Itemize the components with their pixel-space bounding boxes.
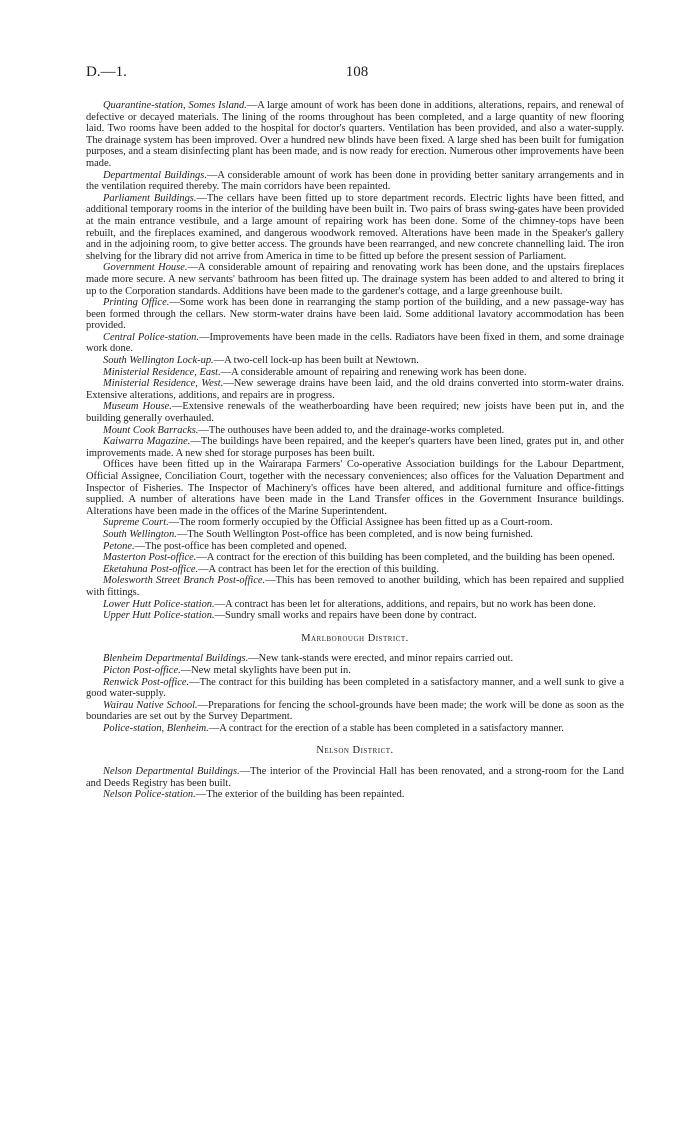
paragraph-heading: Nelson Police-station. [103,789,196,801]
report-paragraph [86,665,624,677]
paragraph-text: —A considerable amount of repairing and renovating work has been done, and the upstairs fireplaces made more secure. A new servants' bathroom has been fitted up. The drainage system has been added to and altered to bring it up to the Corporation standards. Additions have been made to the gardener's cottage, and a large greenhouse built. [86,262,625,297]
paragraph-heading: Nelson Departmental Buildings. [103,766,240,778]
paragraph-heading: Petone. [103,540,135,552]
report-paragraph [86,677,624,700]
paragraph-text: —This has been removed to another building, which has been repaired and supplied with fittings. [86,575,624,598]
paragraph-text: —A two-cell lock-up has been built at Newtown. [213,355,419,367]
report-paragraph [86,436,624,459]
report-paragraph [86,564,624,576]
paragraph-heading: South Wellington Lock-up. [103,355,214,367]
paragraph-heading: Kaiwarra Magazine. [103,436,191,448]
paragraph-text: —The contract for this building has been completed in a satisfactory manner, and a well sunk to give a good water-supply. [86,676,624,700]
paragraph-text: —A contract has been let for the erection of this building. [198,563,439,575]
report-paragraph [86,170,624,193]
paragraph-text: Offices have been fitted up in the Wairarapa Farmers' Co-operative Association buildings for the Labour Department, Official Assignee, Conciliation Court, together with the necessary conveniences; also offices for the Valuation Department and Inspector of Fisheries. The Inspector of Machinery's offices have been altered, and additional furniture and office-fittings supplied. A number of alterations have been made in the Land Transfer offices in the Government Insurance buildings. Alterations have been made in the offices of the Marine Superintendent. [86,459,624,517]
district-heading: Nelson District. [316,745,394,757]
paragraph-text: —The post-office has been completed and opened. [134,540,347,552]
report-paragraph [86,401,624,424]
paragraph-heading: Picton Post-office. [103,664,181,676]
paragraph-text: —New sewerage drains have been laid, and the old drains converted into storm-water drains. Extensive alterations, additions, and repairs are in progress. [86,378,624,401]
report-paragraph [86,599,624,611]
paragraph-text: —A contract for the erection of this building has been completed, and the building has been opened. [196,552,615,564]
paragraph-heading: Supreme Court. [103,517,169,529]
report-paragraph [86,355,624,367]
page-number: 108 [345,64,369,80]
report-paragraph [86,297,624,332]
report-paragraph [86,653,624,665]
report-paragraph [86,332,624,355]
report-paragraph [86,789,624,801]
report-paragraph [86,723,624,735]
document-reference: D.—1. [86,64,127,80]
paragraph-heading: Departmental Buildings. [103,169,207,181]
paragraph-heading: Central Police-station. [103,331,200,343]
report-paragraph [86,425,624,437]
report-paragraph [86,766,624,789]
paragraph-text: —Extensive renewals of the weatherboarding have been required; new joists have been put in, and the building generally overhauled. [86,401,624,425]
paragraph-text: —New tank-stands were erected, and minor repairs carried out. [248,653,514,665]
paragraph-heading: Museum House. [103,401,172,413]
paragraph-text: —The cellars have been fitted up to store department records. Electric lights have been fitted, and additional temporary rooms in the interior of the building have been built in. Two pairs of brass swing-gates have been provided at the main entrance vestibule, and a large amount of repairing work has been done. Some of the chimney-tops have been rebuilt, and the fireplaces examined, and dangerous woodwork removed. Alterations have been made in the Speaker's gallery and in the adjoining room, to give better access. The grounds have been rearranged, and new concrete channelling laid. The iron shelving for the library did not arrive from America in time to be fitted up before the present session of Parliament. [86,192,624,262]
paragraph-heading: Police-station, Blenheim. [103,722,209,734]
paragraph-text: —Some work has been done in rearranging the stamp portion of the building, and a new passage-way has been formed through the cellars. New storm-water drains have been laid. Some additional lavatory accommodation has been provided. [86,297,624,332]
paragraph-heading: South Wellington. [103,528,177,540]
paragraph-text: —The interior of the Provincial Hall has been renovated, and a strong-room for the Land and Deeds Registry has been built. [86,766,625,789]
report-paragraph [86,262,624,297]
paragraph-text: —A contract for the erection of a stable has been completed in a satisfactory manner. [208,722,564,734]
paragraph-text: —The exterior of the building has been repainted. [195,789,405,801]
paragraph-heading: Lower Hutt Police-station. [103,598,215,610]
paragraph-text: —A contract has been let for alterations, additions, and repairs, but no work has been done. [214,598,596,610]
paragraph-heading: Mount Cook Barracks. [103,424,199,436]
paragraph-heading: Government House. [103,262,188,274]
paragraph-text: —Preparations for fencing the school-grounds have been made; the work will be done as soon as the boundaries are set out by the Survey Department. [86,699,624,723]
paragraph-text: —The room formerly occupied by the Official Assignee has been fitted up as a Court-room. [168,517,553,529]
report-body [86,100,624,801]
paragraph-text: —The South Wellington Post-office has been completed, and is now being furnished. [176,528,534,540]
paragraph-heading: Printing Office. [103,297,170,309]
report-paragraph [86,610,624,622]
paragraph-heading: Blenheim Departmental Buildings. [103,653,249,665]
paragraph-heading: Ministerial Residence, West. [103,378,224,390]
report-paragraph [86,541,624,553]
paragraph-heading: Masterton Post-office. [103,552,197,564]
report-paragraph [86,459,624,517]
report-paragraph [86,100,624,170]
paragraph-text: —The outhouses have been added to, and the drainage-works completed. [198,424,505,436]
paragraph-text: —Sundry small works and repairs have been done by contract. [214,610,477,622]
paragraph-heading: Quarantine-station, Somes Island. [103,100,247,111]
report-paragraph [86,552,624,564]
paragraph-heading: Ministerial Residence, East. [103,366,221,378]
paragraph-text: —The buildings have been repaired, and the keeper's quarters have been lined, grates put in, and other improvements made. A new shed for storage purposes has been built. [86,436,624,459]
paragraph-text: —A large amount of work has been done in additions, alterations, repairs, and renewal of defective or decayed materials. The lining of the rooms throughout has been completed, and a large quantity of new flooring laid. Two rooms have been added to the hospital for doctor's quarters. Ventilation has been provided, and also a water-supply. The drainage system has been improved. Over a hundred new blinds have been fixed. A large shed has been built for fumigation purposes, and a steam disinfecting plant has been made, and is now ready for erection. Numerous other improvements have been made. [86,100,624,169]
paragraph-text: —A considerable amount of work has been done in providing better sanitary arrangements and in the ventilation required thereby. The main corridors have been repainted. [86,169,624,193]
paragraph-text: —A considerable amount of repairing and renewing work has been done. [220,366,527,378]
paragraph-text: —New metal skylights have been put in. [180,664,351,676]
paragraph-heading: Molesworth Street Branch Post-office. [103,575,266,587]
paragraph-heading: Renwick Post-office. [103,676,190,688]
page-header [86,64,628,86]
report-paragraph [86,378,624,401]
report-paragraph [86,575,624,598]
report-paragraph [86,529,624,541]
report-paragraph [86,193,624,263]
report-paragraph [86,367,624,379]
paragraph-text: —Improvements have been made in the cells. Radiators have been fixed in them, and some drainage work done. [86,331,625,355]
paragraph-heading: Parliament Buildings. [103,192,197,204]
paragraph-heading: Upper Hutt Police-station. [103,610,215,622]
paragraph-heading: Eketahuna Post-office. [103,563,199,575]
report-paragraph [86,700,624,723]
paragraph-heading: Wairau Native School. [103,699,198,711]
report-paragraph [86,517,624,529]
district-heading: Marlborough District. [301,632,409,644]
